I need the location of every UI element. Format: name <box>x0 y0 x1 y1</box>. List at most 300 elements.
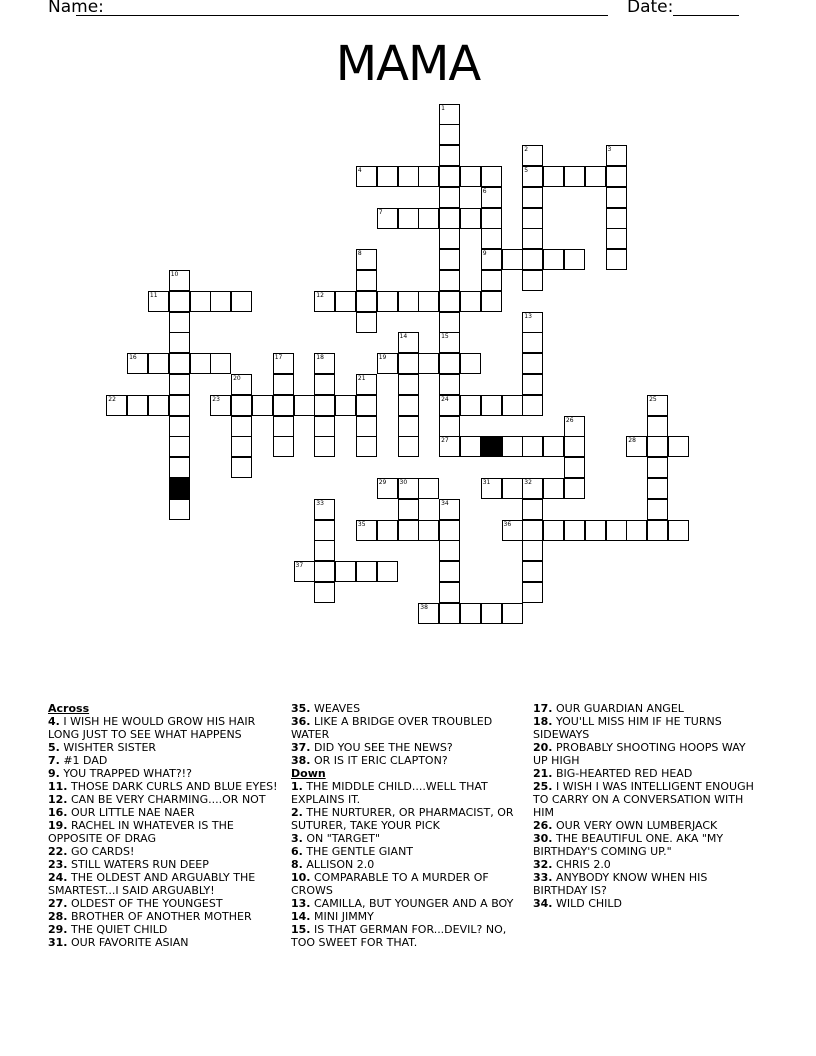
clue-number-label: 25. <box>533 780 553 793</box>
grid-cell[interactable] <box>522 312 543 333</box>
grid-cell[interactable] <box>481 166 502 187</box>
clue-item <box>291 871 521 897</box>
clue-number: 20 <box>233 374 241 382</box>
clue-item <box>48 845 278 858</box>
grid-cell[interactable] <box>439 291 460 312</box>
grid-cell[interactable] <box>314 499 335 520</box>
grid-cell[interactable] <box>418 291 439 312</box>
clue-number: 7 <box>378 208 383 216</box>
clue-item <box>533 767 763 780</box>
grid-cell[interactable] <box>439 582 460 603</box>
grid-cell[interactable] <box>522 270 543 291</box>
grid-cell[interactable] <box>314 582 335 603</box>
clue-column-2 <box>291 702 521 949</box>
grid-cell[interactable] <box>439 603 460 624</box>
clue-column-1 <box>48 702 278 949</box>
name-line[interactable] <box>76 15 608 16</box>
grid-cell[interactable] <box>522 582 543 603</box>
clue-text: YOU'LL MISS HIM IF HE TURNS SIDEWAYS <box>533 715 722 741</box>
clue-text: MINI JIMMY <box>310 910 374 923</box>
clue-number-label: 3. <box>291 832 303 845</box>
grid-cell[interactable] <box>439 561 460 582</box>
grid-cell[interactable] <box>502 478 523 499</box>
clue-number: 33 <box>316 499 324 507</box>
clue-item <box>533 871 763 897</box>
clue-item <box>48 806 278 819</box>
clue-text: WILD CHILD <box>552 897 623 910</box>
grid-cell[interactable] <box>522 145 543 166</box>
grid-cell[interactable] <box>252 395 273 416</box>
clue-number: 22 <box>108 395 116 403</box>
clue-number-label: 14. <box>291 910 311 923</box>
grid-cell[interactable] <box>231 436 252 457</box>
grid-cell[interactable] <box>314 291 335 312</box>
grid-cell[interactable] <box>398 374 419 395</box>
clue-number: 2 <box>524 146 529 154</box>
grid-cell[interactable] <box>210 395 231 416</box>
grid-cell[interactable] <box>273 436 294 457</box>
grid-cell[interactable] <box>522 540 543 561</box>
grid-cell[interactable] <box>522 208 543 229</box>
grid-cell[interactable] <box>398 499 419 520</box>
grid-cell[interactable] <box>169 270 190 291</box>
grid-cell[interactable] <box>543 249 564 270</box>
date-line[interactable] <box>673 15 739 16</box>
clue-number: 29 <box>378 478 387 486</box>
grid-cell[interactable] <box>439 520 460 541</box>
grid-cell[interactable] <box>377 478 398 499</box>
clue-text: I WISH I WAS INTELLIGENT ENOUGH TO CARRY ON A CONVERSATION WITH HIM <box>533 780 754 819</box>
clue-number: 11 <box>149 291 158 299</box>
clue-item <box>48 897 278 910</box>
clue-number: 30 <box>399 478 408 486</box>
grid-cell[interactable] <box>502 603 523 624</box>
grid-cell[interactable] <box>314 561 335 582</box>
clue-number: 35 <box>357 520 366 528</box>
grid-cell[interactable] <box>314 395 335 416</box>
grid-cell[interactable] <box>398 416 419 437</box>
clue-item <box>533 897 763 910</box>
clue-number: 28 <box>628 437 636 445</box>
clue-number-label: 6. <box>291 845 303 858</box>
grid-cell[interactable] <box>522 249 543 270</box>
grid-cell[interactable] <box>564 249 585 270</box>
grid-cell[interactable] <box>169 312 190 333</box>
clue-number-label: 22. <box>48 845 68 858</box>
grid-cell[interactable] <box>564 520 585 541</box>
grid-cell[interactable] <box>356 312 377 333</box>
grid-cell[interactable] <box>418 208 439 229</box>
clue-item <box>48 767 278 780</box>
grid-cell[interactable] <box>522 499 543 520</box>
clue-number-label: 7. <box>48 754 60 767</box>
grid-cell[interactable] <box>231 457 252 478</box>
grid-cell[interactable] <box>148 291 169 312</box>
grid-cell[interactable] <box>377 561 398 582</box>
grid-cell[interactable] <box>564 416 585 437</box>
clue-number: 24 <box>441 395 449 403</box>
grid-cell[interactable] <box>439 332 460 353</box>
grid-cell[interactable] <box>148 353 169 374</box>
grid-cell[interactable] <box>481 603 502 624</box>
clue-text: BROTHER OF ANOTHER MOTHER <box>67 910 252 923</box>
clue-item <box>48 754 278 767</box>
clue-number-label: 37. <box>291 741 311 754</box>
clue-number-label: 38. <box>291 754 311 767</box>
grid-cell[interactable] <box>418 603 439 624</box>
grid-cell[interactable] <box>481 478 502 499</box>
grid-cell[interactable] <box>398 332 419 353</box>
grid-cell[interactable] <box>647 436 668 457</box>
grid-cell[interactable] <box>335 291 356 312</box>
clue-number: 32 <box>524 478 532 486</box>
grid-cell[interactable] <box>377 291 398 312</box>
grid-cell[interactable] <box>418 478 439 499</box>
grid-cell[interactable] <box>439 395 460 416</box>
grid-cell[interactable] <box>439 374 460 395</box>
grid-cell[interactable] <box>522 436 543 457</box>
grid-cell[interactable] <box>127 353 148 374</box>
grid-cell[interactable] <box>647 520 668 541</box>
clue-text: CHRIS 2.0 <box>552 858 611 871</box>
grid-cell[interactable] <box>398 353 419 374</box>
clue-number: 4 <box>357 166 362 174</box>
grid-cell[interactable] <box>439 166 460 187</box>
grid-cell[interactable] <box>460 436 481 457</box>
clue-number-label: 11. <box>48 780 68 793</box>
grid-cell[interactable] <box>481 395 502 416</box>
grid-cell[interactable] <box>398 478 419 499</box>
grid-cell[interactable] <box>314 520 335 541</box>
clue-text: STILL WATERS RUN DEEP <box>67 858 209 871</box>
clue-number-label: 18. <box>533 715 553 728</box>
clue-number-label: 30. <box>533 832 553 845</box>
grid-cell[interactable] <box>231 374 252 395</box>
grid-cell[interactable] <box>169 332 190 353</box>
clue-text: YOU TRAPPED WHAT?!? <box>59 767 192 780</box>
grid-cell[interactable] <box>606 166 627 187</box>
grid-cell[interactable] <box>439 540 460 561</box>
grid-cell[interactable] <box>356 166 377 187</box>
clue-number-label: 16. <box>48 806 68 819</box>
grid-cell[interactable] <box>606 228 627 249</box>
grid-cell[interactable] <box>127 395 148 416</box>
grid-cell[interactable] <box>418 520 439 541</box>
grid-cell[interactable] <box>231 395 252 416</box>
grid-cell[interactable] <box>356 416 377 437</box>
grid-cell[interactable] <box>460 166 481 187</box>
grid-cell[interactable] <box>543 166 564 187</box>
grid-cell[interactable] <box>460 395 481 416</box>
grid-cell[interactable] <box>356 291 377 312</box>
clue-item <box>48 715 278 741</box>
clue-text: ALLISON 2.0 <box>302 858 375 871</box>
grid-cell[interactable] <box>356 561 377 582</box>
grid-cell[interactable] <box>564 166 585 187</box>
clue-text: ON "TARGET" <box>302 832 381 845</box>
clue-text: BIG-HEARTED RED HEAD <box>552 767 693 780</box>
grid-cell[interactable] <box>481 270 502 291</box>
grid-cell[interactable] <box>543 520 564 541</box>
grid-cell[interactable] <box>418 353 439 374</box>
black-cell <box>481 436 502 457</box>
clue-number-label: 13. <box>291 897 311 910</box>
grid-cell[interactable] <box>564 457 585 478</box>
clue-item <box>291 858 521 871</box>
grid-cell[interactable] <box>356 270 377 291</box>
clue-text: OR IS IT ERIC CLAPTON? <box>310 754 448 767</box>
grid-cell[interactable] <box>668 436 689 457</box>
clue-text: CAMILLA, BUT YOUNGER AND A BOY <box>310 897 514 910</box>
grid-cell[interactable] <box>356 436 377 457</box>
grid-cell[interactable] <box>585 166 606 187</box>
clue-number-label: 36. <box>291 715 311 728</box>
clue-item <box>533 715 763 741</box>
grid-cell[interactable] <box>439 228 460 249</box>
clue-number-label: 10. <box>291 871 311 884</box>
grid-cell[interactable] <box>210 291 231 312</box>
grid-cell[interactable] <box>398 208 419 229</box>
grid-cell[interactable] <box>543 436 564 457</box>
grid-cell[interactable] <box>294 395 315 416</box>
clue-item <box>291 923 521 949</box>
clue-number: 14 <box>399 333 408 341</box>
clue-number: 8 <box>357 250 362 258</box>
grid-cell[interactable] <box>169 395 190 416</box>
grid-cell[interactable] <box>377 166 398 187</box>
grid-cell[interactable] <box>481 228 502 249</box>
clue-text: CAN BE VERY CHARMING....OR NOT <box>67 793 266 806</box>
grid-cell[interactable] <box>606 145 627 166</box>
clue-text: THE OLDEST AND ARGUABLY THE SMARTEST...I SAID ARGUABLY! <box>48 871 256 897</box>
clue-text: THE GENTLE GIANT <box>302 845 414 858</box>
clue-text: THOSE DARK CURLS AND BLUE EYES! <box>67 780 278 793</box>
grid-cell[interactable] <box>294 561 315 582</box>
grid-cell[interactable] <box>522 166 543 187</box>
grid-cell[interactable] <box>439 104 460 125</box>
grid-cell[interactable] <box>647 416 668 437</box>
grid-cell[interactable] <box>190 353 211 374</box>
grid-cell[interactable] <box>502 249 523 270</box>
grid-cell[interactable] <box>522 187 543 208</box>
clue-item <box>291 754 521 767</box>
clue-number: 6 <box>482 187 487 195</box>
grid-cell[interactable] <box>273 353 294 374</box>
clue-text: THE QUIET CHILD <box>67 923 168 936</box>
grid-cell[interactable] <box>481 208 502 229</box>
clue-number-label: 33. <box>533 871 553 884</box>
grid-cell[interactable] <box>439 145 460 166</box>
grid-cell[interactable] <box>148 395 169 416</box>
clue-number: 26 <box>565 416 574 424</box>
grid-cell[interactable] <box>439 124 460 145</box>
grid-cell[interactable] <box>314 540 335 561</box>
clue-number: 23 <box>212 395 220 403</box>
clue-text: LIKE A BRIDGE OVER TROUBLED WATER <box>291 715 493 741</box>
grid-cell[interactable] <box>647 499 668 520</box>
grid-cell[interactable] <box>522 520 543 541</box>
clue-number: 37 <box>295 562 304 570</box>
clue-item <box>533 780 763 819</box>
grid-cell[interactable] <box>356 520 377 541</box>
grid-cell[interactable] <box>398 291 419 312</box>
clue-number: 9 <box>482 250 487 258</box>
clue-number-label: 4. <box>48 715 60 728</box>
grid-cell[interactable] <box>439 187 460 208</box>
grid-cell[interactable] <box>314 374 335 395</box>
grid-cell[interactable] <box>169 416 190 437</box>
grid-cell[interactable] <box>210 353 231 374</box>
grid-cell[interactable] <box>377 353 398 374</box>
grid-cell[interactable] <box>314 353 335 374</box>
grid-cell[interactable] <box>647 478 668 499</box>
clue-number-label: 5. <box>48 741 60 754</box>
grid-cell[interactable] <box>522 353 543 374</box>
grid-cell[interactable] <box>626 520 647 541</box>
clue-number-label: 21. <box>533 767 553 780</box>
clue-number-label: 23. <box>48 858 68 871</box>
clue-item <box>291 806 521 832</box>
clue-number-label: 20. <box>533 741 553 754</box>
clue-number: 13 <box>524 312 532 320</box>
clue-item <box>291 702 521 715</box>
grid-cell[interactable] <box>585 520 606 541</box>
grid-cell[interactable] <box>564 436 585 457</box>
clue-text: DID YOU SEE THE NEWS? <box>310 741 453 754</box>
clue-number-label: 32. <box>533 858 553 871</box>
grid-cell[interactable] <box>522 228 543 249</box>
grid-cell[interactable] <box>606 187 627 208</box>
grid-cell[interactable] <box>606 208 627 229</box>
grid-cell[interactable] <box>356 374 377 395</box>
grid-cell[interactable] <box>502 520 523 541</box>
clue-number: 5 <box>524 166 529 174</box>
grid-cell[interactable] <box>231 291 252 312</box>
grid-cell[interactable] <box>522 478 543 499</box>
grid-cell[interactable] <box>606 249 627 270</box>
grid-cell[interactable] <box>439 312 460 333</box>
clue-number: 15 <box>441 333 449 341</box>
grid-cell[interactable] <box>398 395 419 416</box>
grid-cell[interactable] <box>460 208 481 229</box>
grid-cell[interactable] <box>169 436 190 457</box>
grid-cell[interactable] <box>439 436 460 457</box>
grid-cell[interactable] <box>439 270 460 291</box>
clue-item <box>48 780 278 793</box>
clue-item <box>291 715 521 741</box>
grid-cell[interactable] <box>169 457 190 478</box>
clue-number: 16 <box>129 354 137 362</box>
grid-cell[interactable] <box>668 520 689 541</box>
grid-cell[interactable] <box>481 249 502 270</box>
clue-number: 19 <box>378 354 387 362</box>
clue-number-label: 29. <box>48 923 68 936</box>
clue-item <box>533 741 763 767</box>
grid-cell[interactable] <box>418 166 439 187</box>
clue-number-label: 35. <box>291 702 311 715</box>
clue-text: OUR FAVORITE ASIAN <box>67 936 189 949</box>
clue-item <box>48 936 278 949</box>
grid-cell[interactable] <box>273 416 294 437</box>
clue-number: 25 <box>649 395 657 403</box>
grid-cell[interactable] <box>377 520 398 541</box>
grid-cell[interactable] <box>356 249 377 270</box>
clue-item <box>291 910 521 923</box>
grid-cell[interactable] <box>273 374 294 395</box>
grid-cell[interactable] <box>106 395 127 416</box>
clue-number: 27 <box>441 437 449 445</box>
grid-cell[interactable] <box>314 416 335 437</box>
grid-cell[interactable] <box>377 208 398 229</box>
clue-text: PROBABLY SHOOTING HOOPS WAY UP HIGH <box>533 741 746 767</box>
grid-cell[interactable] <box>335 395 356 416</box>
grid-cell[interactable] <box>460 291 481 312</box>
clue-item <box>48 910 278 923</box>
clue-number: 17 <box>274 354 283 362</box>
grid-cell[interactable] <box>460 603 481 624</box>
grid-cell[interactable] <box>543 478 564 499</box>
grid-cell[interactable] <box>522 395 543 416</box>
grid-cell[interactable] <box>439 208 460 229</box>
grid-cell[interactable] <box>502 436 523 457</box>
clue-item <box>291 897 521 910</box>
grid-cell[interactable] <box>398 520 419 541</box>
name-label: Name: <box>48 0 104 17</box>
clue-number-label: 15. <box>291 923 311 936</box>
grid-cell[interactable] <box>356 395 377 416</box>
clue-number: 38 <box>420 603 428 611</box>
grid-cell[interactable] <box>522 374 543 395</box>
clue-item <box>48 741 278 754</box>
grid-cell[interactable] <box>190 291 211 312</box>
grid-cell[interactable] <box>502 395 523 416</box>
grid-cell[interactable] <box>398 436 419 457</box>
clue-number-label: 34. <box>533 897 553 910</box>
grid-cell[interactable] <box>169 291 190 312</box>
grid-cell[interactable] <box>460 353 481 374</box>
grid-cell[interactable] <box>481 187 502 208</box>
grid-cell[interactable] <box>626 436 647 457</box>
grid-cell[interactable] <box>606 520 627 541</box>
clue-item <box>291 780 521 806</box>
clue-item <box>533 832 763 858</box>
clue-text: WISHTER SISTER <box>59 741 157 754</box>
clue-number: 18 <box>316 354 324 362</box>
grid-cell[interactable] <box>439 353 460 374</box>
grid-cell[interactable] <box>335 561 356 582</box>
clue-number: 31 <box>482 478 491 486</box>
grid-cell[interactable] <box>522 561 543 582</box>
grid-cell[interactable] <box>647 395 668 416</box>
grid-cell[interactable] <box>439 499 460 520</box>
clue-number-label: 17. <box>533 702 553 715</box>
grid-cell[interactable] <box>314 436 335 457</box>
grid-cell[interactable] <box>169 499 190 520</box>
grid-cell[interactable] <box>522 332 543 353</box>
grid-cell[interactable] <box>169 353 190 374</box>
grid-cell[interactable] <box>439 416 460 437</box>
grid-cell[interactable] <box>647 457 668 478</box>
clue-text: COMPARABLE TO A MURDER OF CROWS <box>291 871 489 897</box>
grid-cell[interactable] <box>439 249 460 270</box>
clue-column-3 <box>533 702 763 910</box>
grid-cell[interactable] <box>273 395 294 416</box>
grid-cell[interactable] <box>398 166 419 187</box>
grid-cell[interactable] <box>481 291 502 312</box>
grid-cell[interactable] <box>231 416 252 437</box>
grid-cell[interactable] <box>564 478 585 499</box>
grid-cell[interactable] <box>169 374 190 395</box>
